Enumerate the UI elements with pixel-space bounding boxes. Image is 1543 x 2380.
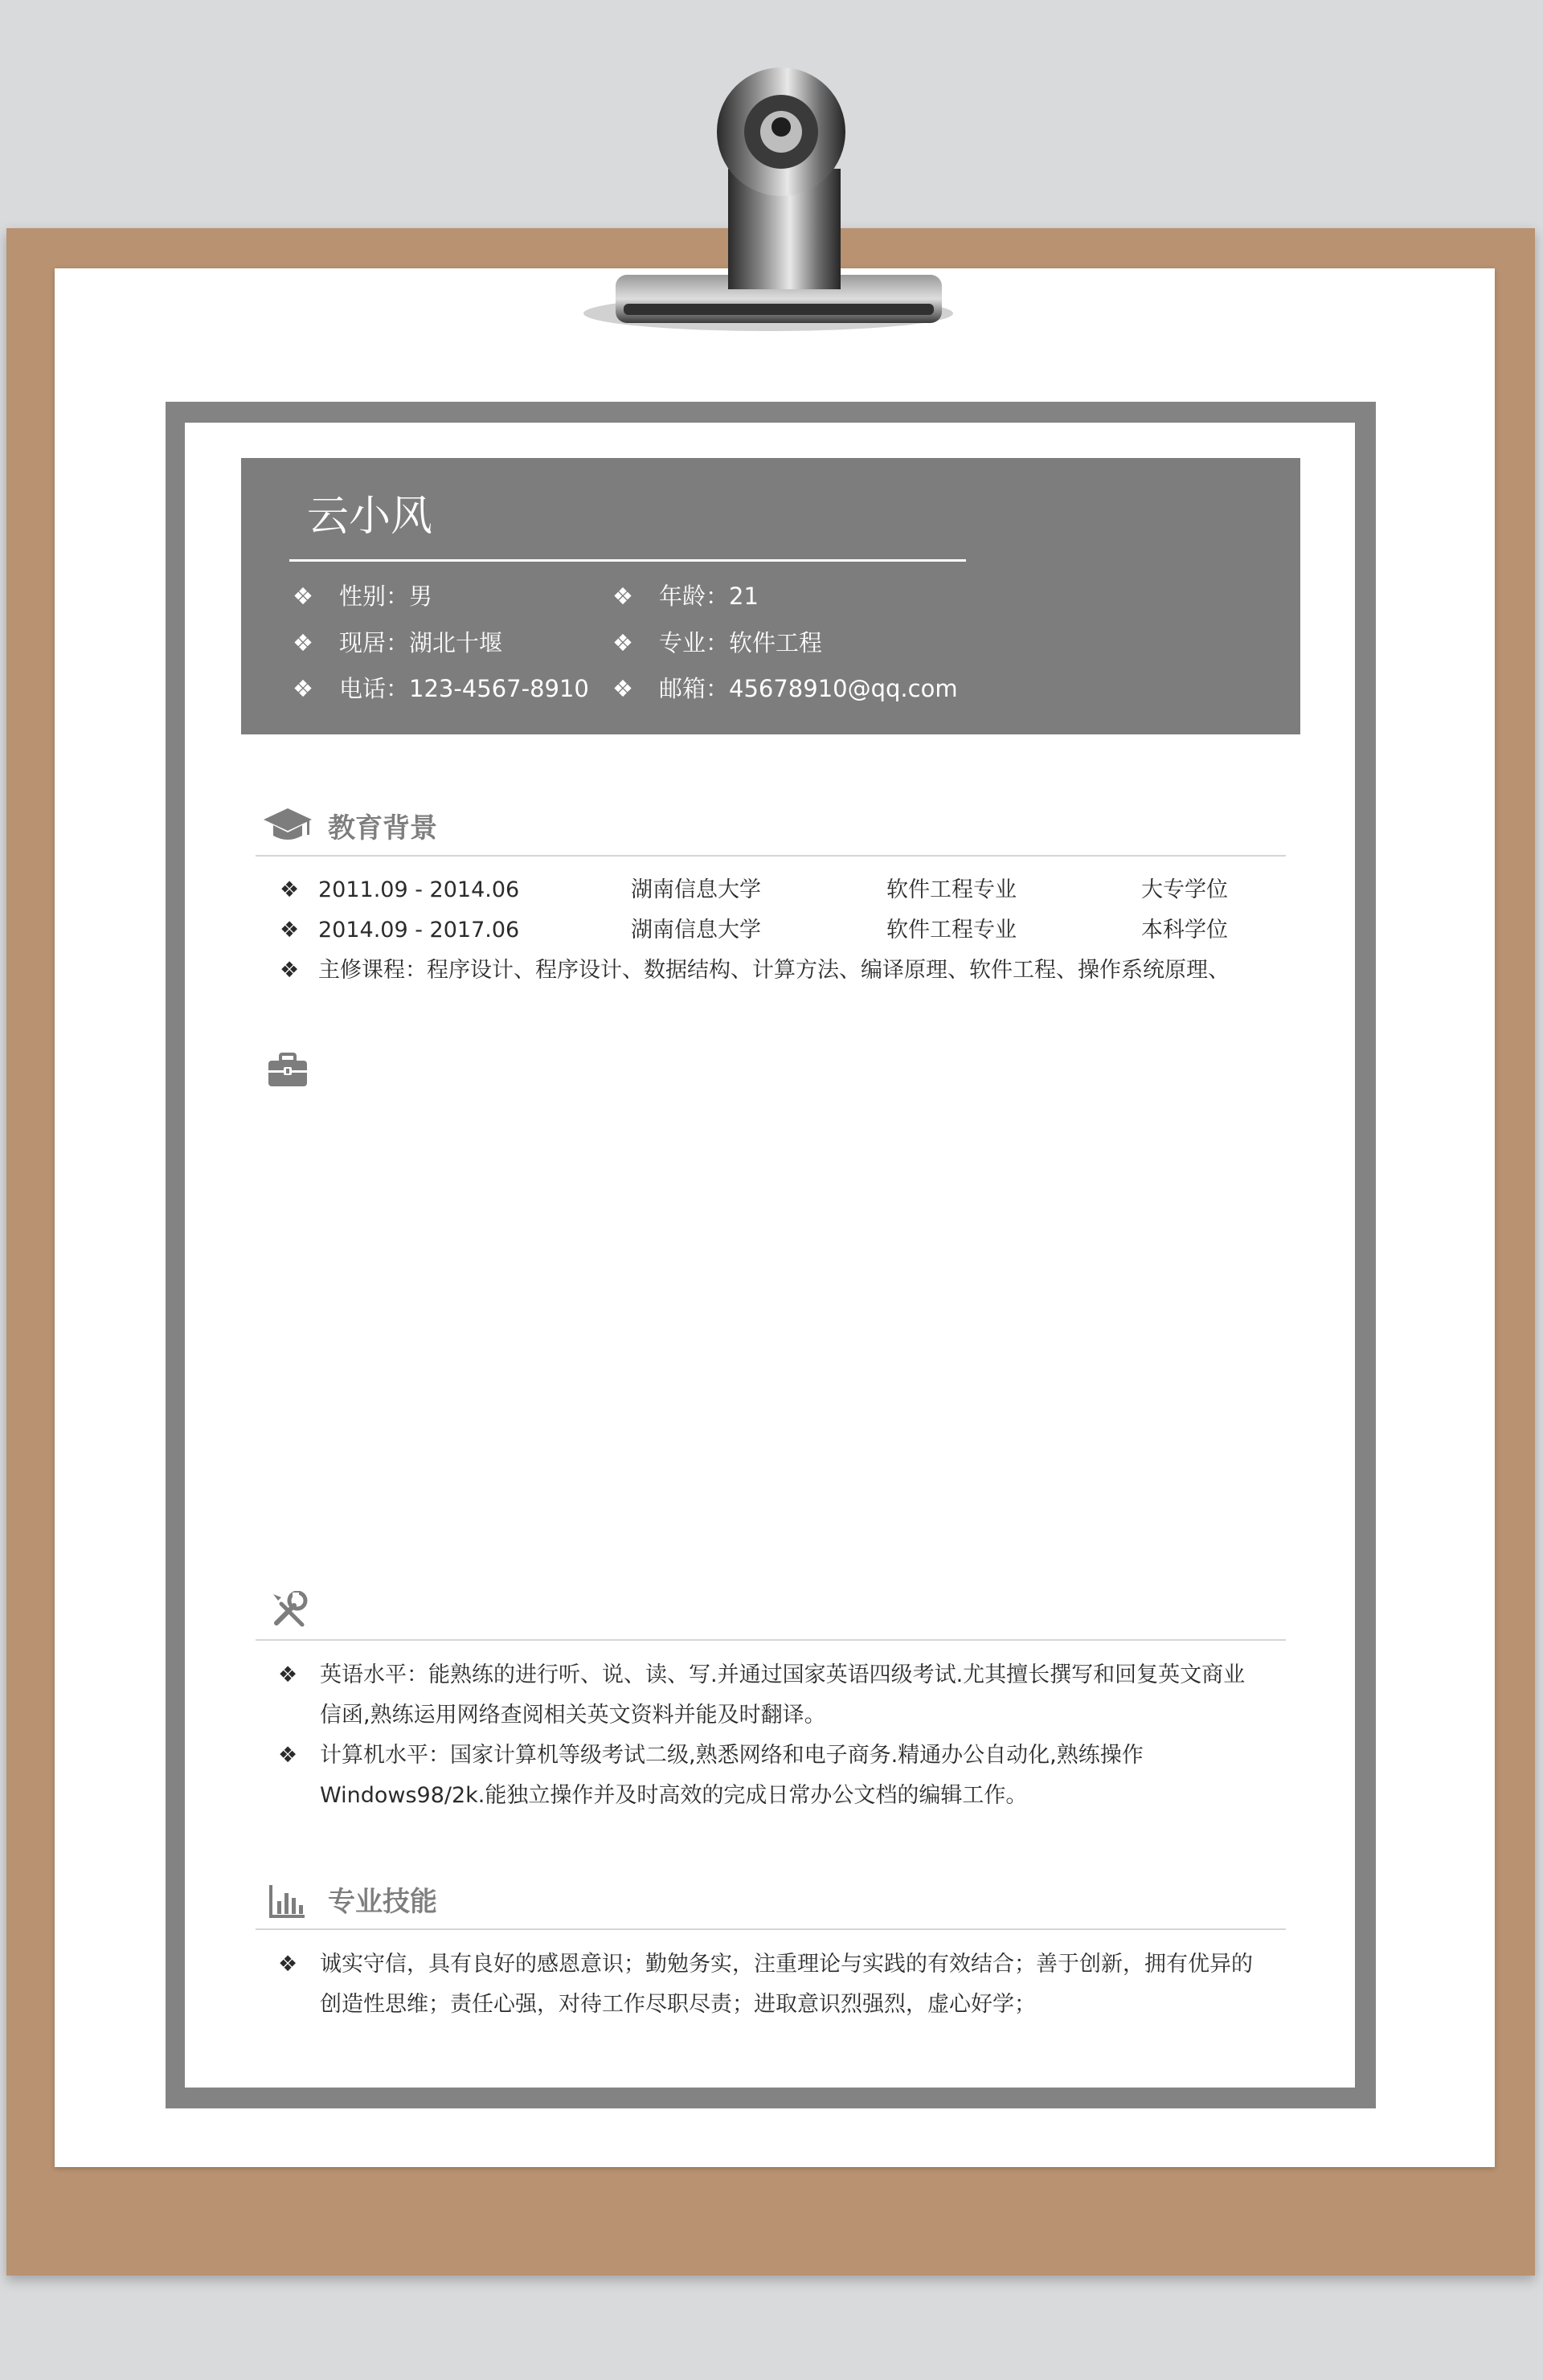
skills-divider xyxy=(256,1928,1286,1930)
diamond-bullet-icon: ❖ xyxy=(280,958,300,983)
bar-chart-icon xyxy=(268,1883,307,1919)
education-school: 湖南信息大学 xyxy=(631,877,761,902)
major-info: ❖ 专业：软件工程 xyxy=(612,627,822,659)
phone-info: ❖ 电话：123-4567-8910 xyxy=(293,673,589,705)
diamond-bullet-icon: ❖ xyxy=(293,675,313,702)
email-info: ❖ 邮箱：45678910@qq.com xyxy=(612,673,958,705)
diamond-bullet-icon: ❖ xyxy=(612,629,633,656)
education-major: 软件工程专业 xyxy=(886,877,1017,902)
diamond-bullet-icon: ❖ xyxy=(280,877,300,902)
education-degree: 本科学位 xyxy=(1141,918,1228,943)
diamond-bullet-icon: ❖ xyxy=(293,629,313,656)
courses-line: ❖ 主修课程：程序设计、程序设计、数据结构、计算方法、编译原理、软件工程、操作系统原理、 xyxy=(256,955,1230,987)
residence-info: ❖ 现居：湖北十堰 xyxy=(293,627,502,659)
diamond-bullet-icon: ❖ xyxy=(278,1662,298,1687)
graduation-cap-icon xyxy=(262,807,313,844)
english-level-item: ❖ 英语水平：能熟练的进行听、说、读、写.并通过国家英语四级考试.尤其擅长撰写和回复英文商业信函,熟练运用网络查阅相关英文资料并能及时翻译。 xyxy=(320,1655,1254,1736)
skills-title: 专业技能 xyxy=(328,1886,437,1918)
diamond-bullet-icon: ❖ xyxy=(612,583,633,610)
certificates-divider xyxy=(256,1639,1286,1641)
computer-level-item: ❖ 计算机水平：国家计算机等级考试二级,熟悉网络和电子商务.精通办公自动化,熟练操作Windows98/2k.能独立操作并及时高效的完成日常办公文档的编辑工作。 xyxy=(320,1736,1254,1816)
diamond-bullet-icon: ❖ xyxy=(278,1952,298,1977)
education-period: ❖ 2014.09 - 2017.06 xyxy=(256,914,519,947)
skills-item: ❖ 诚实守信，具有良好的感恩意识；勤勉务实，注重理论与实践的有效结合；善于创新，拥有优异的创造性思维；责任心强，对待工作尽职尽责；进取意识烈强烈，虚心好学； xyxy=(320,1944,1254,2025)
education-divider xyxy=(256,855,1286,857)
gender-info: ❖ 性别：男 xyxy=(293,580,432,612)
education-degree: 大专学位 xyxy=(1141,877,1228,902)
name-divider xyxy=(289,559,966,562)
diamond-bullet-icon: ❖ xyxy=(278,1743,298,1768)
diamond-bullet-icon: ❖ xyxy=(280,918,300,943)
diamond-bullet-icon: ❖ xyxy=(612,675,633,702)
education-period: ❖ 2011.09 - 2014.06 xyxy=(256,874,519,906)
education-school: 湖南信息大学 xyxy=(631,918,761,943)
binder-clip-icon xyxy=(575,48,953,357)
age-info: ❖ 年龄：21 xyxy=(612,580,759,612)
education-title: 教育背景 xyxy=(328,812,437,844)
diamond-bullet-icon: ❖ xyxy=(293,583,313,610)
wrench-screwdriver-icon xyxy=(270,1591,309,1630)
education-major: 软件工程专业 xyxy=(886,918,1017,943)
candidate-name: 云小风 xyxy=(307,493,433,541)
briefcase-icon xyxy=(267,1053,309,1088)
